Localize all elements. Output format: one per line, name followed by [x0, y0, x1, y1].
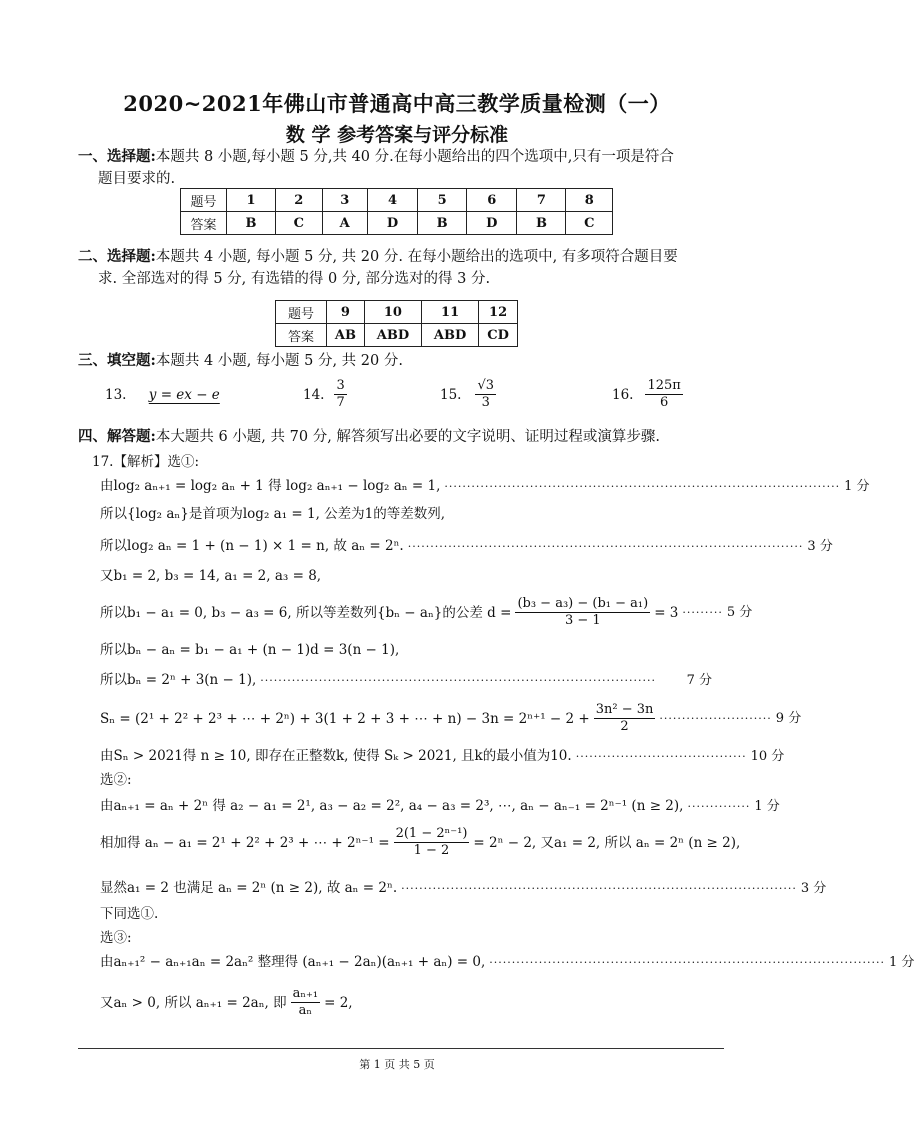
- problem-17-header: 17.【解析】选①:: [92, 454, 200, 470]
- solution-line: 所以{log₂ aₙ}是首项为log₂ a₁ = 1, 公差为1的等差数列,: [100, 506, 446, 522]
- answer-table-1: [180, 188, 613, 235]
- fill-number: 15.: [440, 386, 462, 403]
- denominator: 6: [660, 395, 669, 410]
- numerator: √3: [477, 378, 495, 393]
- solution-text: 由aₙ₊₁ = aₙ + 2ⁿ 得 a₂ − a₁ = 2¹, a₃ − a₂ = 2², a₄ − a₃ = 2³, ⋯, aₙ − aₙ₋₁ = 2ⁿ⁻¹ (n ≥ 2),: [100, 798, 684, 814]
- denominator: 7: [336, 395, 345, 410]
- solution-text: = 2ⁿ − 2, 又a₁ = 2, 所以 aₙ = 2ⁿ (n ≥ 2),: [473, 834, 741, 851]
- table-1-question-label: 题号: [181, 189, 227, 212]
- table-cell: AB: [327, 324, 365, 347]
- fraction: [334, 378, 346, 411]
- table-cell: C: [566, 212, 613, 235]
- section-2: [78, 246, 728, 290]
- score-mark: 10 分: [750, 749, 785, 764]
- solution-line: [100, 952, 914, 973]
- dot-leader: ··············: [687, 800, 751, 813]
- solution-line: [100, 796, 780, 817]
- dot-leader: ·········: [682, 605, 723, 619]
- solution-text: 相加得 aₙ − a₁ = 2¹ + 2² + 2³ + ⋯ + 2ⁿ⁻¹ =: [100, 834, 390, 851]
- solution-line: [100, 670, 712, 691]
- section-1-head: 一、选择题:: [78, 148, 156, 165]
- fraction: [645, 378, 682, 411]
- solution-text: = 2,: [324, 994, 353, 1011]
- dot-leader: ························································································: [489, 956, 885, 969]
- solution-line: [100, 878, 827, 899]
- table-cell: 8: [566, 189, 613, 212]
- solution-line: 所以bₙ − aₙ = b₁ − a₁ + (n − 1)d = 3(n − 1),: [100, 642, 400, 658]
- section-1-text: 本题共 8 小题,每小题 5 分,共 40 分.在每小题给出的四个选项中,只有一项是符合: [155, 149, 674, 165]
- section-1-text2: 题目要求的.: [98, 171, 176, 187]
- section-3-head: 三、填空题:: [78, 352, 156, 369]
- solution-text: = 3: [654, 604, 679, 621]
- score-mark: 3 分: [807, 539, 833, 554]
- solution-text: Sₙ = (2¹ + 2² + 2³ + ⋯ + 2ⁿ) + 3(1 + 2 + 3 + ⋯ + n) − 3n = 2ⁿ⁺¹ − 2 +: [100, 710, 590, 727]
- numerator: (b₃ − a₃) − (b₁ − a₁): [517, 596, 649, 611]
- denominator: 3 − 1: [564, 613, 601, 628]
- table-cell: ABD: [364, 324, 421, 347]
- fill-answer-16: [612, 378, 683, 411]
- table-1-answer-label: 答案: [181, 212, 227, 235]
- fraction: [291, 986, 320, 1019]
- solution-text: 所以b₁ − a₁ = 0, b₃ − a₃ = 6, 所以等差数列{bₙ − aₙ}的公差 d =: [100, 604, 512, 621]
- section-2-head: 二、选择题:: [78, 248, 156, 265]
- solution-text: 又aₙ > 0, 所以 aₙ₊₁ = 2aₙ, 即: [100, 994, 287, 1011]
- page-title: 2020~2021年佛山市普通高中高三教学质量检测（一）: [123, 91, 671, 116]
- fill-answer-15: [440, 378, 496, 411]
- denominator: aₙ: [298, 1003, 313, 1018]
- table-cell: B: [418, 212, 467, 235]
- dot-leader: ························································································: [260, 674, 656, 687]
- numerator: 3n² − 3n: [595, 702, 654, 717]
- table-cell: 9: [327, 301, 365, 324]
- section-3: [78, 350, 728, 372]
- footer-divider: [78, 1048, 724, 1049]
- table-1-answer-row: [181, 212, 613, 235]
- table-2-answer-label: 答案: [276, 324, 327, 347]
- table-cell: A: [322, 212, 367, 235]
- dot-leader: ························································································: [444, 480, 841, 493]
- denominator: 1 − 2: [413, 843, 450, 858]
- fraction: [394, 826, 470, 859]
- table-cell: D: [367, 212, 417, 235]
- fill-answer-value: y = ex − e: [148, 387, 220, 403]
- table-cell: 4: [367, 189, 417, 212]
- dot-leader: ······································: [575, 750, 747, 763]
- solution-text: 由log₂ aₙ₊₁ = log₂ aₙ + 1 得 log₂ aₙ₊₁ − log₂ aₙ = 1,: [100, 478, 441, 494]
- solution-line: [100, 986, 353, 1019]
- table-cell: 3: [322, 189, 367, 212]
- table-cell: 12: [479, 301, 518, 324]
- fill-answer-14: [303, 378, 347, 411]
- fill-number: 16.: [612, 386, 634, 403]
- table-1-question-row: [181, 189, 613, 212]
- page-footer: 第 1 页 共 5 页: [359, 1058, 435, 1071]
- dot-leader: ························································································: [407, 540, 804, 553]
- solution-text: 显然a₁ = 2 也满足 aₙ = 2ⁿ (n ≥ 2), 故 aₙ = 2ⁿ.: [100, 880, 398, 896]
- solution-line: 选②:: [100, 772, 132, 788]
- fill-number: 13.: [105, 387, 127, 403]
- table-2-question-row: [276, 301, 518, 324]
- section-2-text2: 求. 全部选对的得 5 分, 有选错的得 0 分, 部分选对的得 3 分.: [98, 271, 491, 287]
- numerator: 2(1 − 2ⁿ⁻¹): [395, 826, 468, 841]
- page-subtitle: 数 学 参考答案与评分标准: [285, 124, 509, 146]
- score-mark: 7 分: [686, 673, 712, 688]
- table-cell: 1: [227, 189, 276, 212]
- numerator: 3: [336, 378, 345, 393]
- section-3-text: 本题共 4 小题, 每小题 5 分, 共 20 分.: [155, 353, 403, 369]
- solution-text: 所以bₙ = 2ⁿ + 3(n − 1),: [100, 672, 257, 688]
- score-mark: 1 分: [844, 479, 870, 494]
- solution-line: [100, 702, 802, 735]
- table-cell: C: [276, 212, 322, 235]
- table-cell: D: [467, 212, 517, 235]
- score-mark: 3 分: [800, 881, 827, 896]
- score-mark: 9 分: [775, 710, 802, 726]
- solution-text: 所以log₂ aₙ = 1 + (n − 1) × 1 = n, 故 aₙ = 2ⁿ.: [100, 538, 404, 554]
- score-mark: 1 分: [888, 955, 914, 970]
- table-cell: 2: [276, 189, 322, 212]
- fraction: [515, 596, 650, 629]
- solution-line: [100, 746, 785, 767]
- score-mark: 5 分: [726, 604, 753, 620]
- table-2-question-label: 题号: [276, 301, 327, 324]
- answer-table-2: [275, 300, 518, 347]
- solution-line: [100, 476, 870, 497]
- solution-line: 又b₁ = 2, b₃ = 14, a₁ = 2, a₃ = 8,: [100, 568, 322, 584]
- solution-line: [100, 536, 833, 557]
- solution-line: 选③:: [100, 930, 132, 946]
- numerator: 125π: [647, 378, 681, 393]
- solution-text: 由aₙ₊₁² − aₙ₊₁aₙ = 2aₙ² 整理得 (aₙ₊₁ − 2aₙ)(aₙ₊₁ + aₙ) = 0,: [100, 954, 486, 970]
- fill-number: 14.: [303, 386, 325, 403]
- table-cell: 10: [364, 301, 421, 324]
- solution-line: [100, 596, 753, 629]
- table-cell: B: [227, 212, 276, 235]
- fraction: [594, 702, 656, 735]
- fraction: [475, 378, 496, 411]
- fill-answer-13: [105, 385, 220, 405]
- solution-text: 由Sₙ > 2021得 n ≥ 10, 即存在正整数k, 使得 Sₖ > 2021, 且k的最小值为10.: [100, 748, 572, 764]
- table-cell: 6: [467, 189, 517, 212]
- denominator: 3: [481, 395, 490, 410]
- score-mark: 1 分: [754, 799, 780, 814]
- solution-line: [100, 826, 741, 859]
- denominator: 2: [620, 719, 629, 734]
- section-1: [78, 146, 728, 190]
- table-cell: 7: [517, 189, 566, 212]
- table-2-answer-row: [276, 324, 518, 347]
- table-cell: ABD: [422, 324, 479, 347]
- solution-line: 下同选①.: [100, 906, 159, 922]
- table-cell: 11: [422, 301, 479, 324]
- section-4-text: 本大题共 6 小题, 共 70 分, 解答须写出必要的文字说明、证明过程或演算步骤.: [155, 429, 661, 445]
- dot-leader: ·························: [659, 711, 772, 725]
- section-4-head: 四、解答题:: [78, 428, 156, 445]
- table-cell: B: [517, 212, 566, 235]
- table-cell: CD: [479, 324, 518, 347]
- table-cell: 5: [418, 189, 467, 212]
- section-4: [78, 426, 728, 448]
- dot-leader: ························································································: [401, 882, 797, 895]
- numerator: aₙ₊₁: [292, 986, 319, 1001]
- section-2-text: 本题共 4 小题, 每小题 5 分, 共 20 分. 在每小题给出的选项中, 有多项符合题目要: [155, 249, 678, 265]
